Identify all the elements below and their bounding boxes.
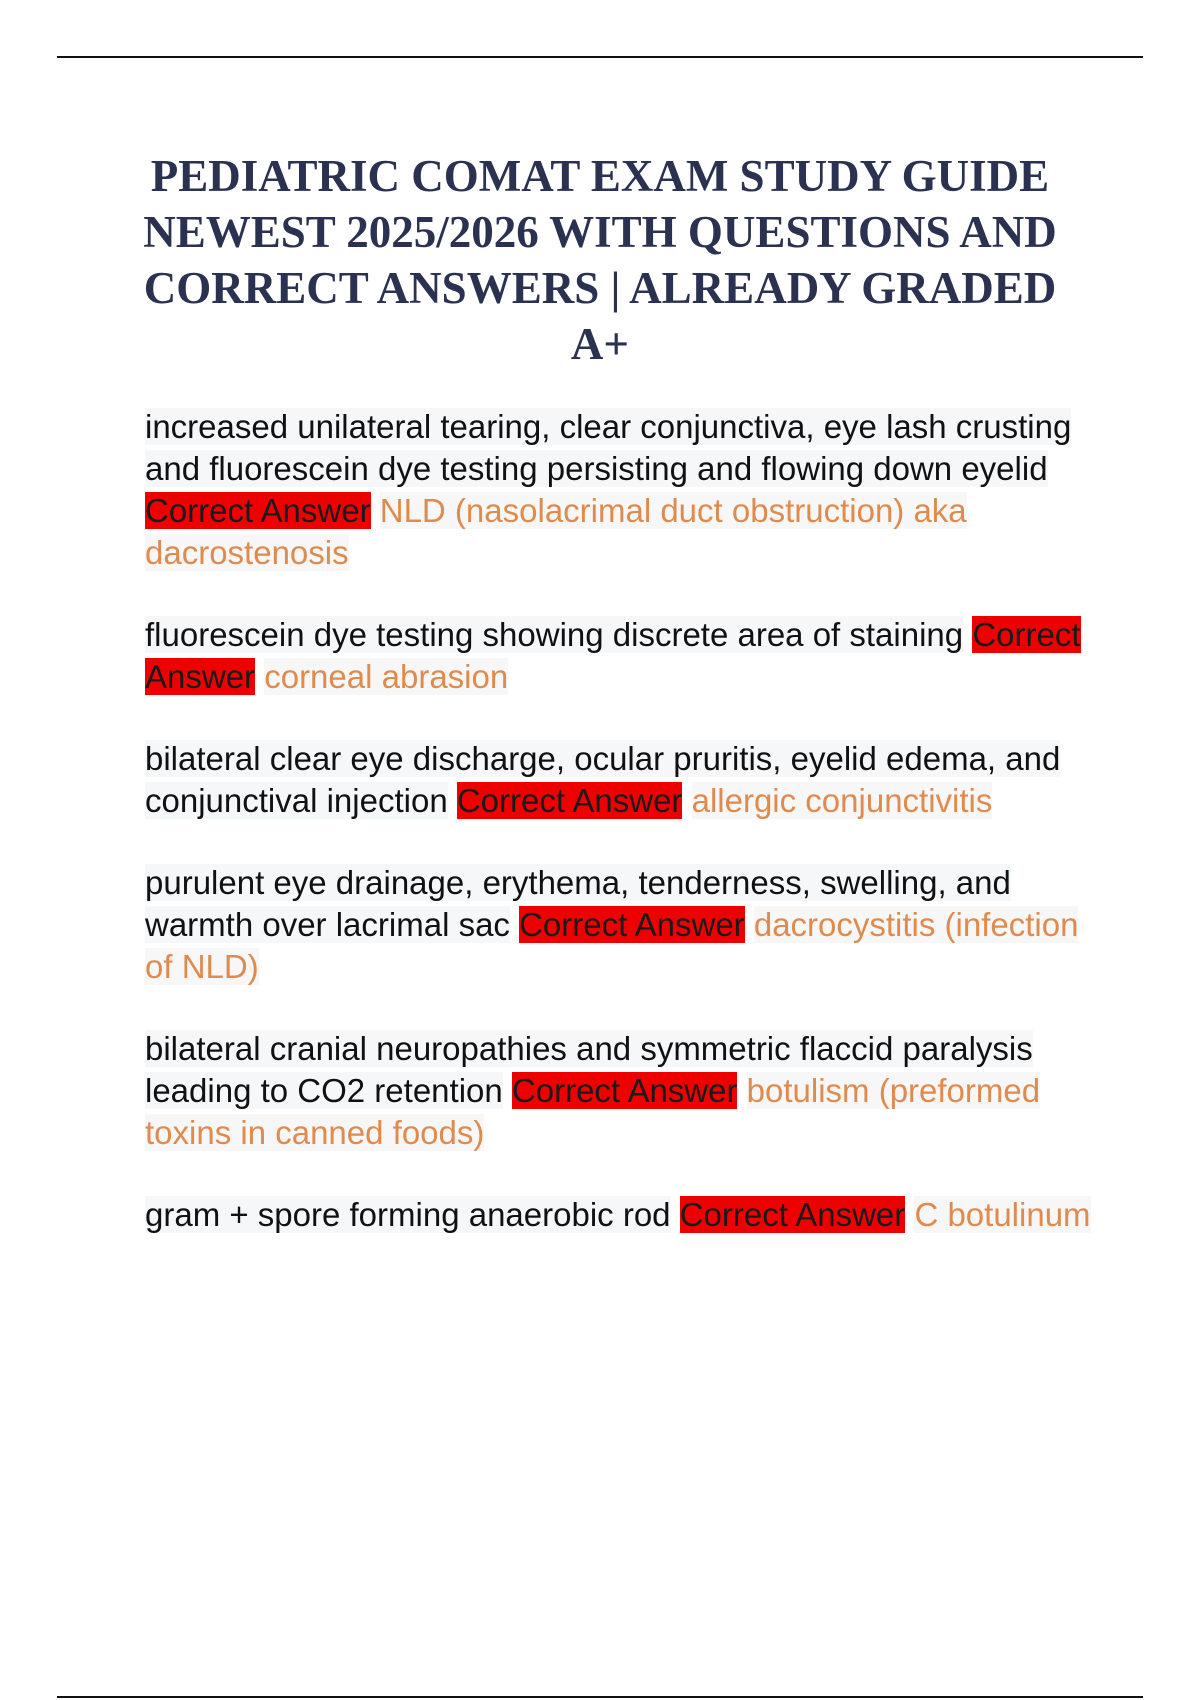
question-text: increased unilateral tearing, clear conjunctiva, eye lash crusting and fluorescein dye testing persisting and flowing down eyelid — [145, 408, 1072, 487]
question-text: bilateral clear eye discharge, ocular pruritis, eyelid edema, and conjunctival injection — [145, 740, 1061, 819]
correct-answer-tag: Correct Answer — [145, 616, 1081, 695]
answer-text: allergic conjunctivitis — [691, 782, 993, 819]
question-text: purulent eye drainage, erythema, tenderness, swelling, and warmth over lacrimal sac — [145, 864, 1011, 943]
question-text: gram + spore forming anaerobic rod — [145, 1196, 671, 1233]
correct-answer-tag: Correct Answer — [145, 492, 371, 529]
qa-item-3 — [145, 738, 1095, 822]
question-text: fluorescein dye testing showing discrete area of staining — [145, 616, 964, 653]
answer-text: botulism (preformed toxins in canned foods) — [145, 1072, 1041, 1151]
correct-answer-tag: Correct Answer — [679, 1196, 906, 1233]
correct-answer-tag: Correct Answer — [519, 906, 745, 943]
top-divider — [57, 56, 1143, 58]
qa-item-5 — [145, 1028, 1095, 1154]
qa-item-1 — [145, 406, 1095, 574]
answer-text: NLD (nasolacrimal duct obstruction) aka dacrostenosis — [145, 492, 967, 571]
qa-list — [145, 406, 1095, 1276]
document-title: PEDIATRIC COMAT EXAM STUDY GUIDE NEWEST 2025/2026 WITH QUESTIONS AND CORRECT ANSWERS | ALREADY GRADED A+ — [143, 151, 1057, 369]
answer-text: corneal abrasion — [264, 658, 509, 695]
correct-answer-tag: Correct Answer — [511, 1072, 738, 1109]
answer-text: C botulinum — [914, 1196, 1091, 1233]
correct-answer-tag: Correct Answer — [456, 782, 683, 819]
question-text: bilateral cranial neuropathies and symmetric flaccid paralysis leading to CO2 retention — [145, 1030, 1033, 1109]
qa-item-6 — [145, 1194, 1095, 1236]
qa-item-4 — [145, 862, 1095, 988]
bottom-divider — [57, 1696, 1143, 1698]
qa-item-2 — [145, 614, 1095, 698]
answer-text: dacrocystitis (infection of NLD) — [145, 906, 1079, 985]
